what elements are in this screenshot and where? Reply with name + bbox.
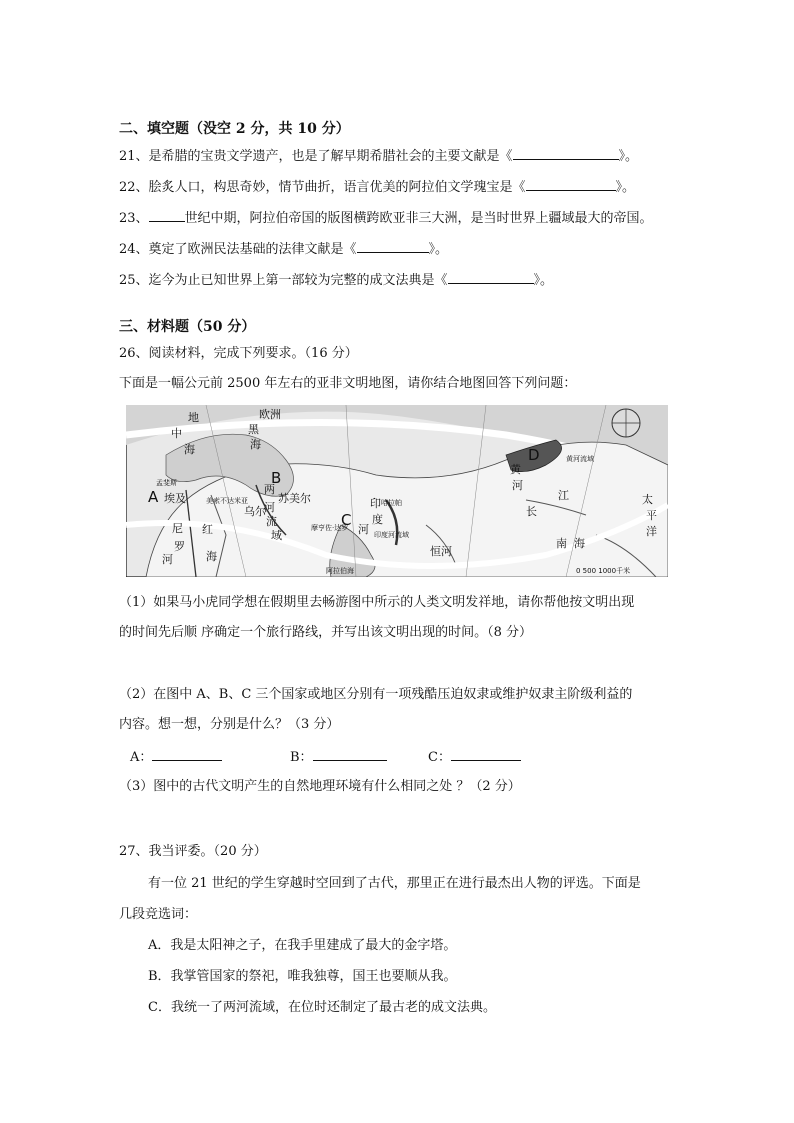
map-label-river1: 河 — [358, 523, 369, 536]
map-label-europe: 欧洲 — [259, 408, 281, 421]
map-label-indus: 印度河流域 — [374, 531, 409, 539]
question-26-1-line1: （1）如果马小虎同学想在假期里去畅游图中所示的人类文明发祥地，请你帮他按文明出现 — [119, 595, 635, 610]
q23-end: 世纪中期，阿拉伯帝国的版图横跨欧亚非三大洲，是当时世界上疆域最大的帝国。 — [184, 211, 653, 226]
map-label-yellow2: 河 — [512, 479, 523, 492]
question-22 — [119, 178, 635, 197]
q21-end: 》。 — [618, 149, 639, 164]
q21-text: 21、是希腊的宝贵文学遗产，也是了解早期希腊社会的主要文献是《 — [119, 149, 513, 164]
q22-text: 22、脍炙人口，构思奇妙，情节曲折，语言优美的阿拉伯文学瑰宝是《 — [119, 180, 526, 195]
question-26-1-line2: 的时间先后顺 序确定一个旅行路线，并写出该文明出现的时间。（8 分） — [119, 625, 533, 640]
q23-blank[interactable] — [149, 209, 185, 222]
map-label-south2: 海 — [574, 537, 585, 550]
map-label-tigris4: 域 — [271, 529, 282, 542]
q25-blank[interactable] — [448, 271, 534, 284]
answer-b — [290, 748, 387, 767]
map-label-yangtze1: 长 — [526, 505, 537, 518]
map-label-south1: 南 — [556, 537, 567, 550]
map-label-yangtze2: 江 — [558, 489, 569, 502]
q22-blank[interactable] — [526, 178, 616, 191]
map-label-C: C — [341, 511, 352, 529]
question-25 — [119, 271, 553, 290]
map-label-hai1: 海 — [184, 443, 195, 456]
ancient-civilizations-map — [126, 405, 668, 577]
question-27-option-c: C．我统一了两河流域，在位时还制定了最古老的成文法典。 — [148, 1000, 496, 1015]
question-26-intro: 下面是一幅公元前 2500 年左右的亚非文明地图，请你结合地图回答下列问题： — [119, 376, 577, 391]
map-label-sumer: 苏美尔 — [278, 492, 311, 505]
map-label-black2: 海 — [250, 438, 261, 451]
question-26-2-line1: （2）在图中 A、B、C 三个国家或地区分别有一项残酷压迫奴隶或维护奴隶主阶级利益的 — [119, 687, 633, 702]
question-27-header: 27、我当评委。（20 分） — [119, 844, 267, 859]
section2-title: 二、填空题（没空 2 分，共 10 分） — [119, 121, 350, 137]
map-label-yellowbasin: 黄河流域 — [566, 455, 594, 463]
q24-end: 》。 — [428, 242, 449, 257]
map-label-india2: 度 — [372, 513, 383, 526]
q24-blank[interactable] — [357, 240, 429, 253]
question-27-option-a: A．我是太阳神之子，在我手里建成了最大的金字塔。 — [148, 938, 457, 953]
map-label-pacific2: 平 — [646, 509, 657, 522]
answer-a — [130, 748, 222, 767]
q22-end: 》。 — [615, 180, 636, 195]
q25-end: 》。 — [533, 273, 554, 288]
question-27-intro1: 有一位 21 世纪的学生穿越时空回到了古代，那里正在进行最杰出人物的评选。下面是 — [148, 876, 641, 891]
answer-c-label: C： — [428, 750, 451, 765]
map-label-pacific3: 洋 — [646, 525, 657, 538]
map-label-nile3: 河 — [162, 553, 173, 566]
map-label-ganges: 恒河 — [430, 545, 452, 558]
map-label-A: A — [148, 488, 159, 506]
map-label-zhong: 中 — [171, 427, 182, 440]
map-label-di: 地 — [188, 411, 199, 424]
answer-c — [428, 748, 521, 767]
map-label-nile2: 罗 — [174, 540, 185, 553]
question-27-intro2: 几段竞选词： — [119, 907, 198, 922]
section3-title: 三、材料题（50 分） — [119, 319, 256, 335]
map-label-tigris2: 河 — [264, 501, 275, 514]
answer-a-blank[interactable] — [152, 748, 222, 761]
map-label-mesopotamia: 美索不达米亚 — [206, 497, 248, 505]
map-label-pacific1: 太 — [642, 493, 653, 506]
map-label-egypt: 埃及 — [164, 492, 186, 505]
question-26-2-line2: 内容。想一想，分别是什么？（3 分） — [119, 717, 340, 732]
question-21 — [119, 147, 638, 166]
map-label-red1: 红 — [202, 523, 213, 536]
question-26-3: （3）图中的古代文明产生的自然地理环境有什么相同之处 ？（2 分） — [119, 779, 521, 794]
answer-a-label: A： — [130, 750, 153, 765]
q21-blank[interactable] — [513, 147, 619, 160]
map-label-arabian: 阿拉伯海 — [326, 567, 354, 575]
answer-b-label: B： — [290, 750, 313, 765]
map-label-india1: 印 — [370, 497, 381, 510]
map-label-black1: 黑 — [248, 423, 259, 436]
q24-text: 24、奠定了欧洲民法基础的法律文献是《 — [119, 242, 357, 257]
question-26-header: 26、阅读材料，完成下列要求。（16 分） — [119, 346, 358, 361]
map-label-memphis: 孟斐斯 — [156, 479, 177, 487]
map-label-nile1: 尼 — [172, 522, 183, 535]
q23-text: 23、 — [119, 211, 149, 226]
answer-c-blank[interactable] — [451, 748, 521, 761]
q25-text: 25、迄今为止已知世界上第一部较为完整的成文法典是《 — [119, 273, 448, 288]
map-label-tigris3: 流 — [266, 515, 277, 528]
question-23 — [119, 209, 653, 228]
question-24 — [119, 240, 448, 259]
map-scale: 0 500 1000千米 — [576, 567, 631, 575]
map-label-yellow1: 黄 — [510, 463, 521, 476]
map-label-B: B — [271, 469, 282, 487]
answer-b-blank[interactable] — [313, 748, 387, 761]
map-label-mohenjo: 摩亨佐·达罗 — [311, 524, 349, 532]
map-label-tigris: 两 — [264, 483, 275, 496]
map-label-harappa: 哈拉帕 — [381, 499, 402, 507]
question-27-option-b: B．我掌管国家的祭祀，唯我独尊，国王也要顺从我。 — [148, 969, 457, 984]
map-label-D: D — [528, 446, 540, 464]
map-label-red2: 海 — [206, 550, 217, 563]
map-label-ur: 乌尔 — [244, 505, 266, 518]
